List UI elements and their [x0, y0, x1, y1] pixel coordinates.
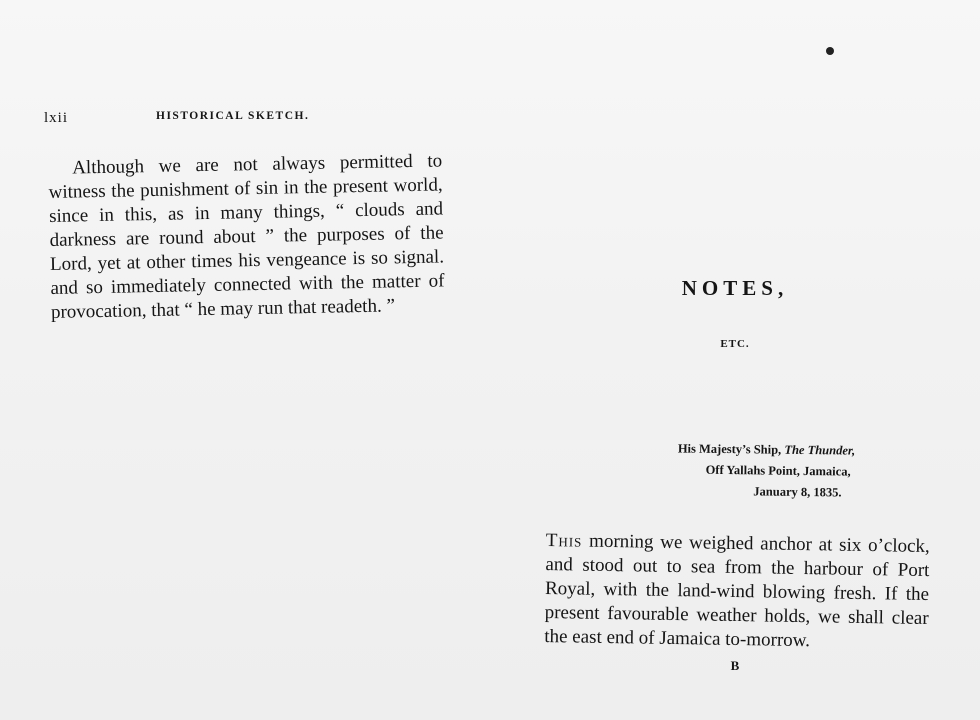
right-page	[490, 0, 980, 720]
paragraph-lead-word: This	[545, 529, 583, 552]
right-paragraph	[544, 529, 930, 655]
ink-speck	[826, 47, 834, 55]
dateline-address	[639, 438, 970, 505]
address-line-2: Off Yallahs Point, Jamaica,	[705, 462, 851, 479]
page-number: lxii	[44, 110, 69, 126]
section-subtitle: ETC.	[720, 338, 750, 350]
paragraph-text: morning we weighed anchor at six o’clock, and stood out to sea from the harbour of Port Royal, with the land-wind blowing fresh. If the present favourable weather holds, we shall clear the east end of Jamaica to-morrow.	[544, 530, 930, 652]
running-head-title: HISTORICAL SKETCH.	[156, 110, 310, 122]
address-date: January 8, 1835.	[753, 484, 842, 500]
left-paragraph: Although we are not always permitted to witness the punishment of sin in the present world, since in this, as in many things, “ clouds and darkness are round about ” the purposes of the Lord, yet at other times his vengeance is so signal. and so immediately connected with the matter of provocation, that “ he may run that readeth. ”	[48, 150, 445, 323]
section-title: NOTES,	[681, 276, 789, 300]
address-ship-name: The Thunder,	[784, 442, 856, 458]
address-ship-prefix: His Majesty’s Ship,	[677, 441, 782, 457]
address-line-1	[640, 438, 970, 463]
signature-mark: B	[730, 658, 740, 673]
